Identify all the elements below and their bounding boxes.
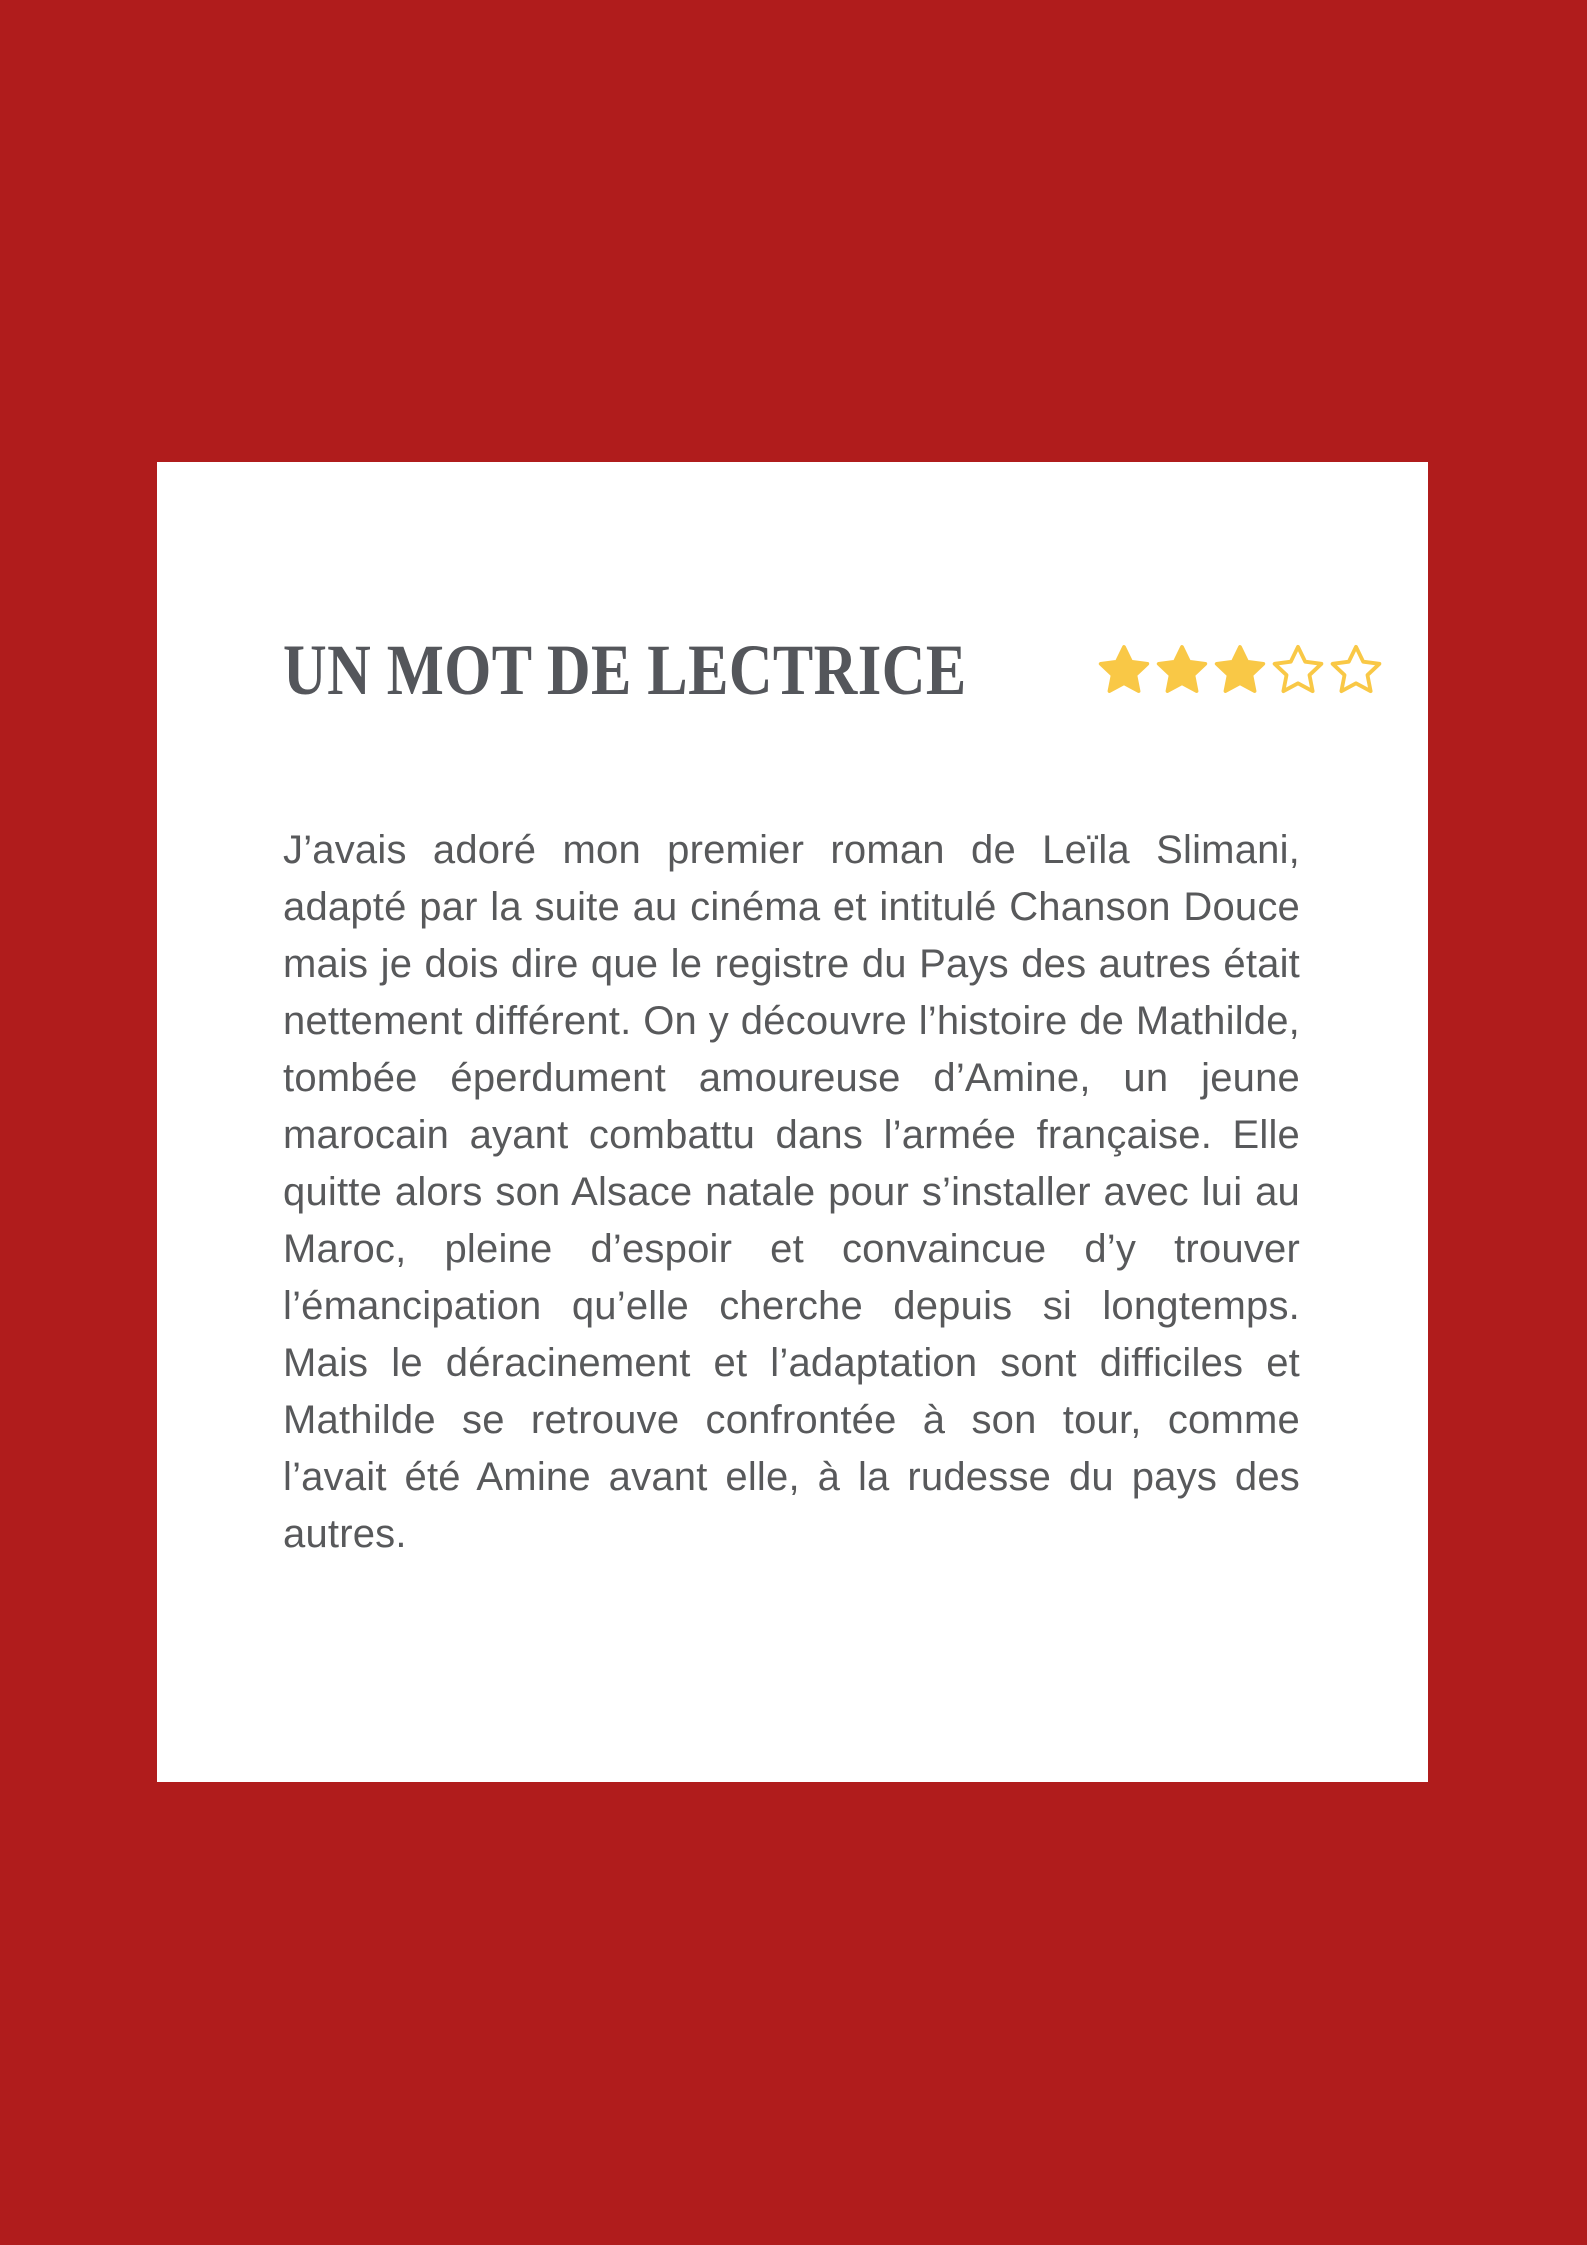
star-filled-icon: [1155, 643, 1209, 697]
card-header: [283, 630, 1300, 710]
section-title: UN MOT DE LECTRICE: [283, 630, 967, 710]
star-empty-icon: [1271, 643, 1325, 697]
star-rating: [1097, 643, 1383, 697]
review-text: J’avais adoré mon premier roman de Leïla Slimani, adapté par la suite au cinéma et intitulé Chanson Douce mais je dois dire que le registre du Pays des autres était nettement différent. On y découvre l’histoire de Mathilde, tombée éperdument amoureuse d’Amine, un jeune marocain ayant combattu dans l’armée française. Elle quitte alors son Alsace natale pour s’installer avec lui au Maroc, pleine d’espoir et convaincue d’y trouver l’émancipation qu’elle cherche depuis si longtemps. Mais le déracinement et l’adaptation sont difficiles et Mathilde se retrouve confrontée à son tour, comme l’avait été Amine avant elle, à la rudesse du pays des autres.: [283, 828, 1300, 1556]
star-filled-icon: [1213, 643, 1267, 697]
review-card: [157, 462, 1428, 1782]
star-filled-icon: [1097, 643, 1151, 697]
star-empty-icon: [1329, 643, 1383, 697]
